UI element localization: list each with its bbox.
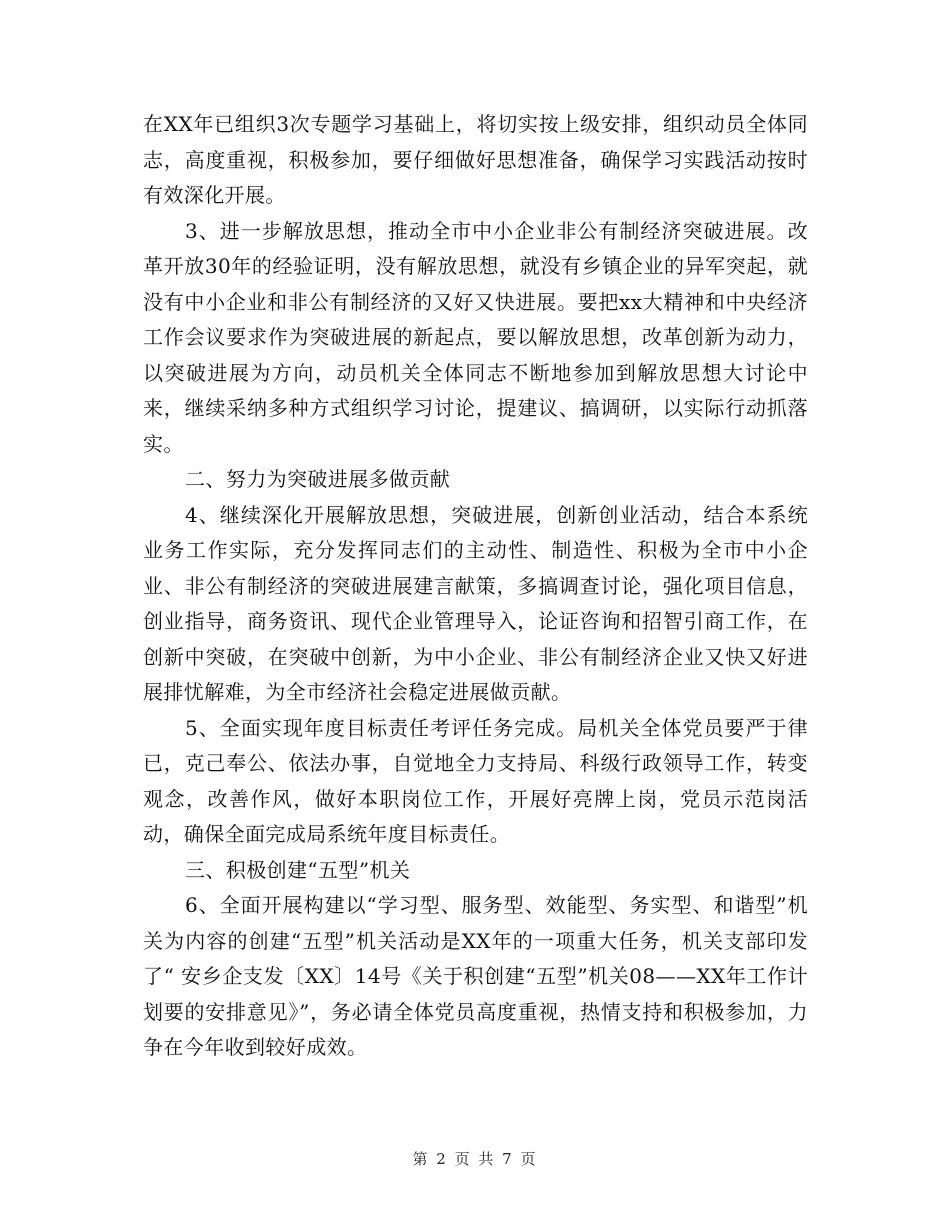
paragraph-item-4: 4、继续深化开展解放思想，突破进展，创新创业活动，结合本系统业务工作实际，充分发挥同志们的主动性、制造性、积极为全市中小企业、非公有制经济的突破进展建言献策，多搞调查讨论，强化项目信息，创业指导，商务资讯、现代企业管理导入，论证咨询和招智引商工作，在创新中突破，在突破中创新，为中小企业、非公有制经济企业又快又好进展排忧解难，为全市经济社会稳定进展做贡献。 xyxy=(143,502,808,704)
paragraph-item-5: 5、全面实现年度目标责任考评任务完成。局机关全体党员要严于律已，克己奉公、依法办事，自觉地全力支持局、科级行政领导工作，转变观念，改善作风，做好本职岗位工作，开展好亮牌上岗，党员示范岗活动，确保全面完成局系统年度目标责任。 xyxy=(143,715,808,846)
document-body xyxy=(143,107,808,1066)
paragraph-item-3: 3、进一步解放思想，推动全市中小企业非公有制经济突破进展。改革开放30年的经验证明，没有解放思想，就没有乡镇企业的异军突起，就没有中小企业和非公有制经济的又好又快进展。要把xx大精神和中央经济工作会议要求作为突破进展的新起点，要以解放思想，改革创新为动力，以突破进展为方向，动员机关全体同志不断地参加到解放思想大讨论中来，继续采纳多种方式组织学习讨论，提建议、搞调研，以实际行动抓落实。 xyxy=(143,218,808,456)
paragraph-item-6: 6、全面开展构建以“学习型、服务型、效能型、务实型、和谐型”机关为内容的创建“五型”机关活动是XX年的一项重大任务，机关支部印发了“ 安乡企支发〔XX〕14号《关于积创建“五型”机关08——XX年工作计划要的安排意见》”，务必请全体党员高度重视，热情支持和积极参加，力争在今年收到较好成效。 xyxy=(143,893,808,1059)
section-heading-3: 三、积极创建“五型”机关 xyxy=(185,857,411,882)
page-number-footer: 第 2 页 共 7 页 xyxy=(412,1150,538,1168)
paragraph-continuation: 在XX年已组织3次专题学习基础上，将切实按上级安排，组织动员全体同志，高度重视，积极参加，要仔细做好思想准备，确保学习实践活动按时有效深化开展。 xyxy=(143,112,808,207)
section-heading-2: 二、努力为突破进展多做贡献 xyxy=(185,467,451,491)
